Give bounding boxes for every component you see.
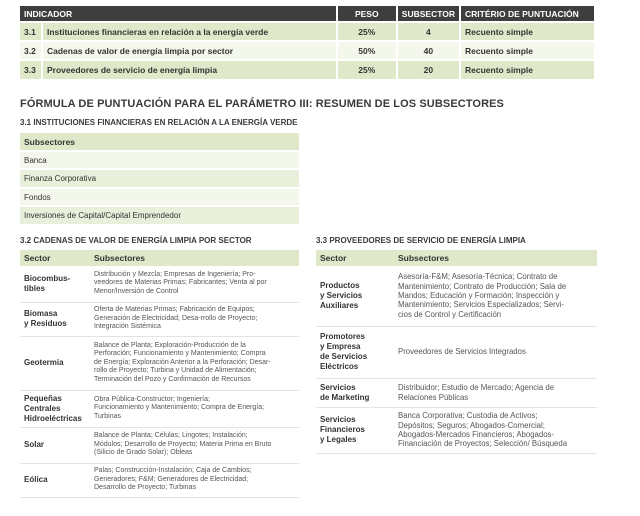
table-row <box>20 22 594 41</box>
header-sector: Sector <box>316 250 394 266</box>
indicator-subsector: 40 <box>397 41 460 60</box>
sector-subsectors: Obra Pública-Constructor; Ingeniería; Funcionamiento y Mantenimiento; Compra de Energía; Turbinas <box>90 390 299 427</box>
sector-subsectors: Balance de Planta; Exploración-Producción de la Perforación; Funcionamiento y Mantenimiento; Compra de Energía; Exploración Anterior a la Perforación; Desar- rollo de Proyecto; Turbina y Unidad de Alimentación; Terminación del Pozo y Confirmación de Recursos <box>90 336 299 390</box>
header-indicador: INDICADOR <box>20 6 337 22</box>
sector-subsectors: Distribuidor; Estudio de Mercado; Agencia de Relaciones Públicas <box>394 378 597 407</box>
header-peso: PESO <box>337 6 397 22</box>
section-32-table <box>20 250 299 498</box>
header-criterio: CRITÉRIO DE PUNTUACIÓN <box>460 6 594 22</box>
indicator-number: 3.3 <box>20 60 42 79</box>
section-33-title: 3.3 PROVEEDORES DE SERVICIO DE ENERGÍA LIMPIA <box>316 236 526 245</box>
sector-subsectors: Oferta de Materias Primas; Fabricación de Equipos; Generación de Electricidad; Desa-rrollo de Proyecto; Integración Sistémica <box>90 302 299 336</box>
sector-name: Servicios Financieros y Legales <box>316 407 394 453</box>
indicator-name: Proveedores de servicio de energía limpia <box>42 60 337 79</box>
sector-name: Servicios de Marketing <box>316 378 394 407</box>
indicator-name: Cadenas de valor de energía limpia por sector <box>42 41 337 60</box>
indicator-table <box>20 6 594 79</box>
sector-name: Biomasa y Residuos <box>20 302 90 336</box>
table-row <box>20 302 299 336</box>
formula-title: FÓRMULA DE PUNTUACIÓN PARA EL PARÁMETRO III: RESUMEN DE LOS SUBSECTORES <box>20 98 504 110</box>
table-row <box>20 266 299 302</box>
list-item: Fondos <box>20 187 299 206</box>
indicator-peso: 25% <box>337 22 397 41</box>
table-row <box>316 407 597 453</box>
sector-name: Promotores y Empresa de Servicios Eléctricos <box>316 326 394 378</box>
section-32-title: 3.2 CADENAS DE VALOR DE ENERGÍA LIMPIA POR SECTOR <box>20 236 252 245</box>
sector-name: Productos y Servicios Auxiliares <box>316 266 394 326</box>
indicator-table-header <box>20 6 594 22</box>
list-item: Banca <box>20 150 299 169</box>
table-row <box>20 390 299 427</box>
section-31-title: 3.1 INSTITUCIONES FINANCIERAS EN RELACIÓN A LA ENERGÍA VERDE <box>20 118 298 127</box>
indicator-criterio: Recuento simple <box>460 60 594 79</box>
section-33-table <box>316 250 597 454</box>
sector-subsectors: Distribución y Mezcla; Empresas de Ingeniería; Pro- veedores de Materias Primas; Fabricantes; Venta al por Menor/Inversión de Control <box>90 266 299 302</box>
section-31-header: Subsectores <box>20 131 299 150</box>
sector-subsectors: Banca Corporativa; Custodia de Activos; Depósitos; Seguros; Abogados-Comercial; Abogados-Mercados Financieros; Abogados- Financiación de Proyectos; Selección/ Búsqueda <box>394 407 597 453</box>
indicator-peso: 50% <box>337 41 397 60</box>
sector-name: Geotermia <box>20 336 90 390</box>
section-31-list <box>20 131 299 224</box>
table-row <box>316 326 597 378</box>
table-row <box>20 60 594 79</box>
table-row <box>316 266 597 326</box>
indicator-criterio: Recuento simple <box>460 41 594 60</box>
sector-subsectors: Asesoría-F&M; Asesoría-Técnica; Contrato de Mantenimiento; Contrato de Producción; Sala de Mandos; Educación y Formación; Inspección y Mantenimiento; Servicios Especializados; Servi- cios de Control y Certificación <box>394 266 597 326</box>
sector-subsectors: Balance de Planta; Células; Lingotes; Instalación; Módulos; Desarrollo de Proyecto; Materia Prima en Bruto (Silicio de Grado Solar); Obleas <box>90 427 299 463</box>
sector-name: Biocombus- tibles <box>20 266 90 302</box>
indicator-name: Instituciones financieras en relación a la energía verde <box>42 22 337 41</box>
header-subsectores: Subsectores <box>90 250 299 266</box>
header-sector: Sector <box>20 250 90 266</box>
list-item: Finanza Corporativa <box>20 168 299 187</box>
section-32-header <box>20 250 299 266</box>
header-subsectores: Subsectores <box>394 250 597 266</box>
section-33-header <box>316 250 597 266</box>
sector-subsectors: Palas; Construcción-Instalación; Caja de Cambios; Generadores; F&M; Generadores de Electricidad; Desarrollo de Proyecto; Turbinas <box>90 463 299 497</box>
table-row <box>20 336 299 390</box>
table-row <box>20 427 299 463</box>
table-row <box>316 378 597 407</box>
table-row <box>20 463 299 497</box>
indicator-peso: 25% <box>337 60 397 79</box>
indicator-number: 3.2 <box>20 41 42 60</box>
indicator-subsector: 20 <box>397 60 460 79</box>
sector-subsectors: Proveedores de Servicios Integrados <box>394 326 597 378</box>
table-row <box>20 41 594 60</box>
sector-name: Pequeñas Centrales Hidroeléctricas <box>20 390 90 427</box>
sector-name: Eólica <box>20 463 90 497</box>
header-subsector: SUBSECTOR <box>397 6 460 22</box>
list-item: Inversiones de Capital/Capital Emprendedor <box>20 205 299 224</box>
indicator-criterio: Recuento simple <box>460 22 594 41</box>
sector-name: Solar <box>20 427 90 463</box>
indicator-number: 3.1 <box>20 22 42 41</box>
indicator-subsector: 4 <box>397 22 460 41</box>
